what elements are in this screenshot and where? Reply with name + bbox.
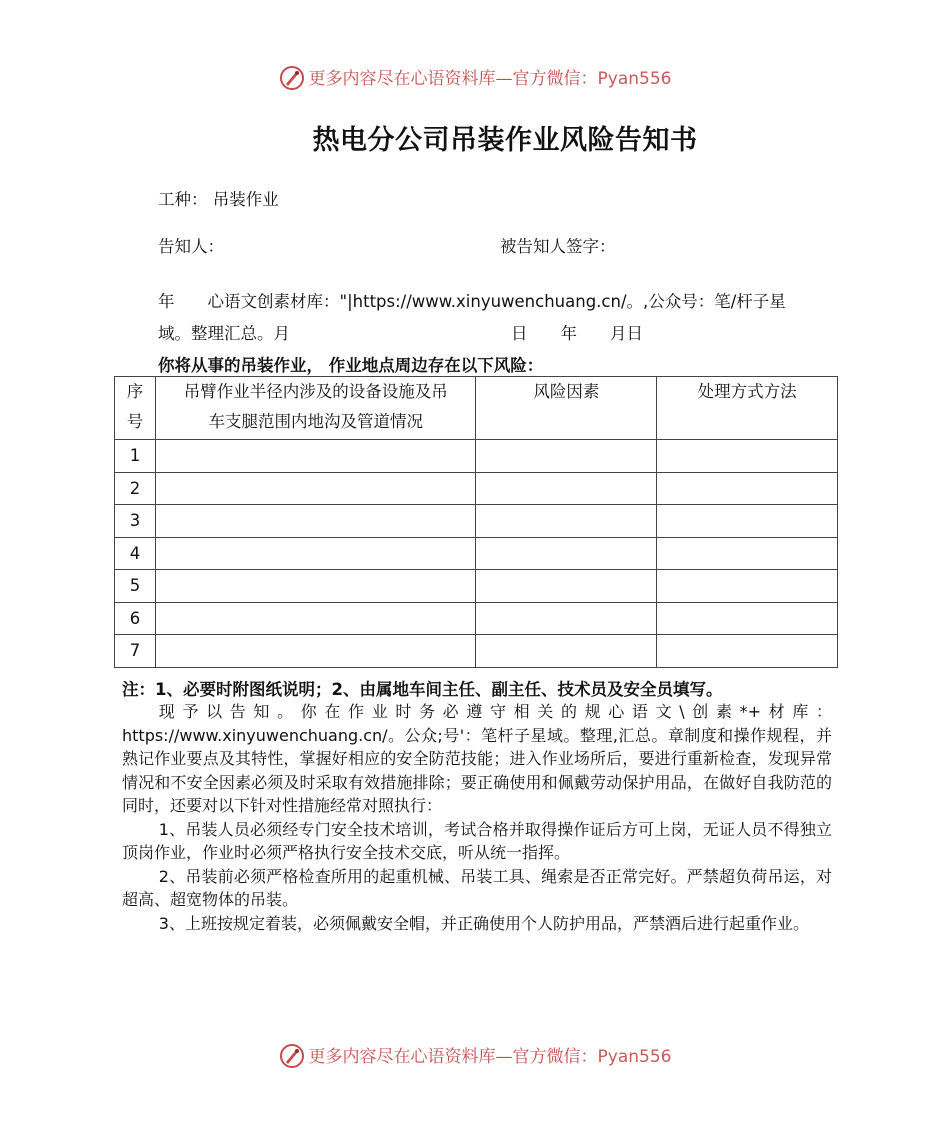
table-row bbox=[115, 537, 838, 570]
notifier-label: 告知人： bbox=[158, 237, 224, 256]
watermark-text: 更多内容尽在心语资料库—官方微信： bbox=[308, 69, 598, 89]
risk-table bbox=[114, 376, 838, 668]
risk-factor-cell bbox=[476, 472, 657, 505]
handling-method-cell bbox=[657, 537, 838, 570]
risk-factor-cell bbox=[476, 537, 657, 570]
work-type-label: 工种： bbox=[158, 190, 208, 209]
equipment-cell bbox=[155, 472, 476, 505]
header-equipment bbox=[155, 377, 476, 440]
table-note: 注：1、必要时附图纸说明；2、由属地车间主任、副主任、技术员及安全员填写。 bbox=[122, 680, 723, 699]
date-line-2a: 域。整理汇总。月 bbox=[158, 324, 290, 343]
risk-intro: 你将从事的吊装作业， 作业地点周边存在以下风险： bbox=[158, 356, 544, 375]
handling-method-cell bbox=[657, 602, 838, 635]
equipment-cell bbox=[155, 505, 476, 538]
header-equipment-line2: 车支腿范围内地沟及管道情况 bbox=[208, 412, 423, 431]
header-seq-line2: 号 bbox=[126, 412, 144, 431]
equipment-cell bbox=[155, 602, 476, 635]
risk-factor-cell bbox=[476, 505, 657, 538]
date-line-2b: 日 年 月日 bbox=[511, 324, 643, 343]
equipment-cell bbox=[155, 440, 476, 473]
notice-item-2: 2、吊装前必须严格检查所用的起重机械、吊装工具、绳索是否正常完好。严禁超负荷吊运，对超高、超宽物体的吊装。 bbox=[122, 866, 832, 909]
table-row bbox=[115, 570, 838, 603]
risk-factor-cell bbox=[476, 635, 657, 668]
risk-factor-cell bbox=[476, 602, 657, 635]
table-row bbox=[115, 472, 838, 505]
date-line-1: 年 心语文创素材库："|https://www.xinyuwenchuang.cn/。,公众号：笔/杆子星 bbox=[158, 292, 786, 311]
risk-table-header bbox=[115, 377, 838, 440]
risk-factor-cell bbox=[476, 570, 657, 603]
row-number: 7 bbox=[115, 635, 156, 668]
header-handling-method: 处理方式方法 bbox=[657, 377, 838, 440]
watermark-wechat-id: Pyan556 bbox=[597, 1047, 672, 1067]
table-row bbox=[115, 635, 838, 668]
watermark-footer bbox=[0, 1042, 950, 1071]
row-number: 4 bbox=[115, 537, 156, 570]
notice-body bbox=[122, 700, 832, 935]
handling-method-cell bbox=[657, 440, 838, 473]
handling-method-cell bbox=[657, 505, 838, 538]
header-seq-line1: 序 bbox=[126, 382, 144, 401]
table-row bbox=[115, 602, 838, 635]
header-seq bbox=[115, 377, 156, 440]
notice-intro-paragraph: 现予以告知。你在作业时务必遵守相关的规心语文\创素*+材库：https://www.xinyuwenchuang.cn/。公众;号'：笔杆子星域。整理,汇总。章制度和操作规程，并熟记作业要点及其特性，掌握好相应的安全防范技能；进入作业场所后，要进行重新检查，发现异常情况和不安全因素必须及时采取有效措施排除；要正确使用和佩戴劳动保护用品，在做好自我防范的同时，还要对以下针对性措施经常对照执行： bbox=[122, 702, 832, 815]
row-number: 5 bbox=[115, 570, 156, 603]
equipment-cell bbox=[155, 537, 476, 570]
work-type-line bbox=[158, 186, 279, 210]
watermark-header bbox=[0, 64, 950, 93]
row-number: 1 bbox=[115, 440, 156, 473]
row-number: 2 bbox=[115, 472, 156, 505]
handling-method-cell bbox=[657, 570, 838, 603]
equipment-cell bbox=[155, 635, 476, 668]
watermark-text: 更多内容尽在心语资料库—官方微信： bbox=[308, 1047, 598, 1067]
notified-signature-label: 被告知人签字： bbox=[500, 237, 616, 256]
handling-method-cell bbox=[657, 635, 838, 668]
work-type-value: 吊装作业 bbox=[212, 190, 279, 209]
handling-method-cell bbox=[657, 472, 838, 505]
table-row bbox=[115, 440, 838, 473]
pen-badge-icon bbox=[279, 1043, 305, 1069]
pen-badge-icon bbox=[279, 65, 305, 91]
header-equipment-line1: 吊臂作业半径内涉及的设备设施及吊 bbox=[183, 382, 448, 401]
notice-item-1: 1、吊装人员必须经专门安全技术培训，考试合格并取得操作证后方可上岗，无证人员不得独立顶岗作业，作业时必须严格执行安全技术交底，听从统一指挥。 bbox=[122, 819, 832, 862]
row-number: 6 bbox=[115, 602, 156, 635]
risk-factor-cell bbox=[476, 440, 657, 473]
header-risk-factor: 风险因素 bbox=[476, 377, 657, 440]
page-title: 热电分公司吊装作业风险告知书 bbox=[312, 125, 698, 156]
row-number: 3 bbox=[115, 505, 156, 538]
table-row bbox=[115, 505, 838, 538]
watermark-wechat-id: Pyan556 bbox=[597, 69, 672, 89]
notice-item-3: 3、上班按规定着装，必须佩戴安全帽，并正确使用个人防护用品，严禁酒后进行起重作业。 bbox=[158, 913, 809, 933]
equipment-cell bbox=[155, 570, 476, 603]
